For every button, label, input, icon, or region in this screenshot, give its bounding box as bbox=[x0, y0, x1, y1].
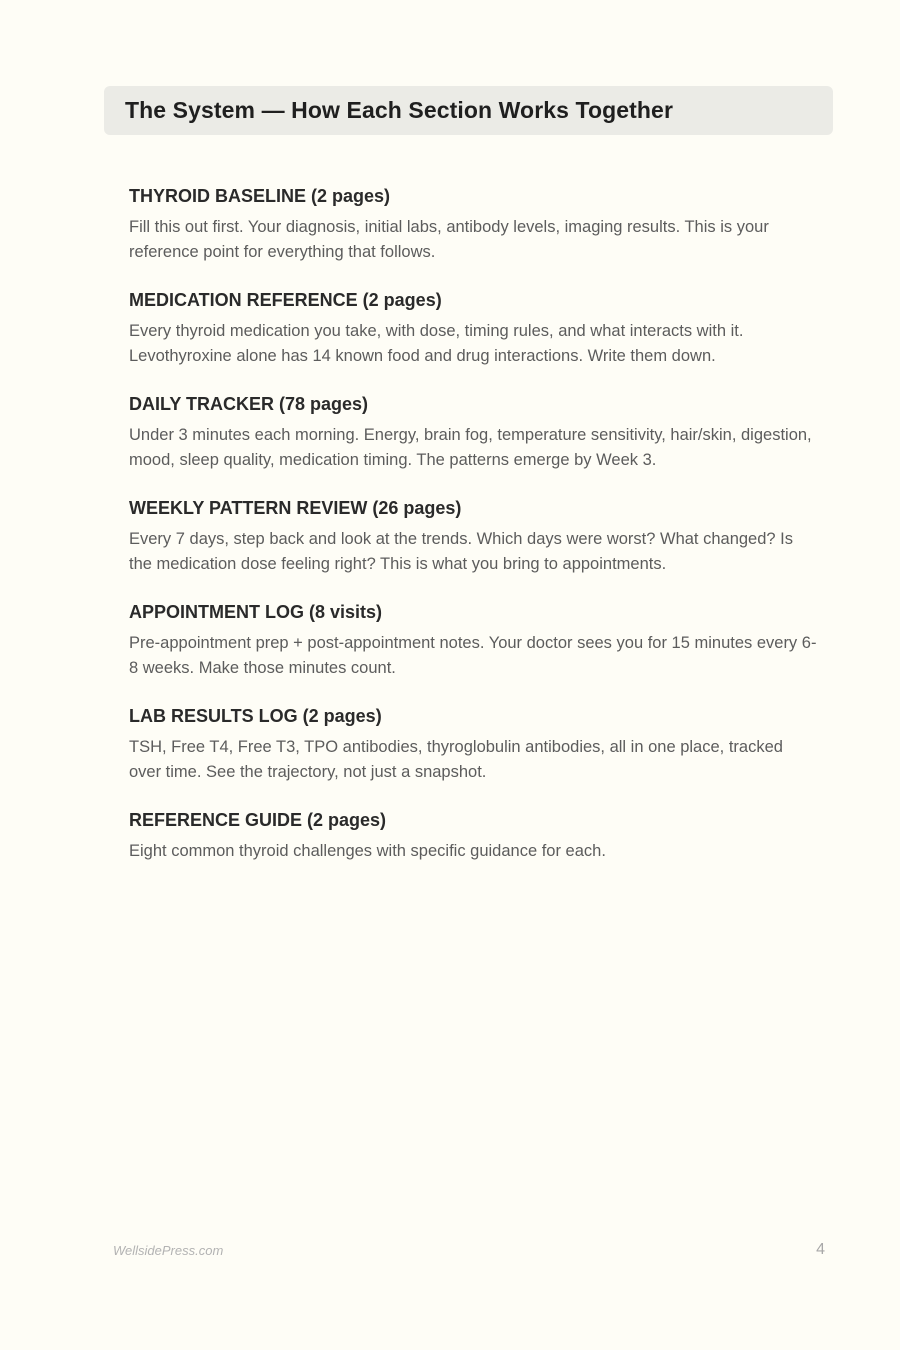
section-title: REFERENCE GUIDE (2 pages) bbox=[129, 810, 387, 830]
section-thyroid-baseline bbox=[129, 184, 819, 265]
section-title: LAB RESULTS LOG (2 pages) bbox=[129, 706, 382, 726]
section-description: Every 7 days, step back and look at the trends. Which days were worst? What changed? Is the medication dose feeling right? This is what you bring to appointments. bbox=[129, 530, 794, 573]
section-lab-results-log bbox=[129, 704, 819, 785]
section-weekly-pattern-review bbox=[129, 496, 819, 577]
footer-brand: WellsidePress.com bbox=[113, 1243, 224, 1258]
section-daily-tracker bbox=[129, 392, 819, 473]
section-description: Under 3 minutes each morning. Energy, brain fog, temperature sensitivity, hair/skin, digestion, mood, sleep quality, medication timing. The patterns emerge by Week 3. bbox=[129, 426, 812, 469]
section-title: WEEKLY PATTERN REVIEW (26 pages) bbox=[129, 498, 462, 518]
section-title: APPOINTMENT LOG (8 visits) bbox=[129, 602, 383, 622]
section-title: THYROID BASELINE (2 pages) bbox=[129, 186, 391, 206]
section-medication-reference bbox=[129, 288, 819, 369]
section-reference-guide bbox=[129, 808, 819, 864]
section-title: DAILY TRACKER (78 pages) bbox=[129, 394, 369, 414]
section-description: TSH, Free T4, Free T3, TPO antibodies, thyroglobulin antibodies, all in one place, tracked over time. See the trajectory, not just a snapshot. bbox=[129, 738, 783, 781]
section-title: MEDICATION REFERENCE (2 pages) bbox=[129, 290, 442, 310]
section-description: Every thyroid medication you take, with dose, timing rules, and what interacts with it. Levothyroxine alone has 14 known food and drug interactions. Write them down. bbox=[129, 322, 744, 365]
section-appointment-log bbox=[129, 600, 819, 681]
section-description: Fill this out first. Your diagnosis, initial labs, antibody levels, imaging results. This is your reference point for everything that follows. bbox=[129, 218, 769, 261]
page-number: 4 bbox=[816, 1241, 825, 1258]
section-description: Pre-appointment prep + post-appointment notes. Your doctor sees you for 15 minutes every 6-8 weeks. Make those minutes count. bbox=[129, 634, 817, 677]
section-header-bar bbox=[104, 86, 833, 135]
section-list bbox=[129, 184, 819, 887]
page-title: The System — How Each Section Works Together bbox=[125, 97, 673, 123]
section-description: Eight common thyroid challenges with specific guidance for each. bbox=[129, 842, 606, 860]
